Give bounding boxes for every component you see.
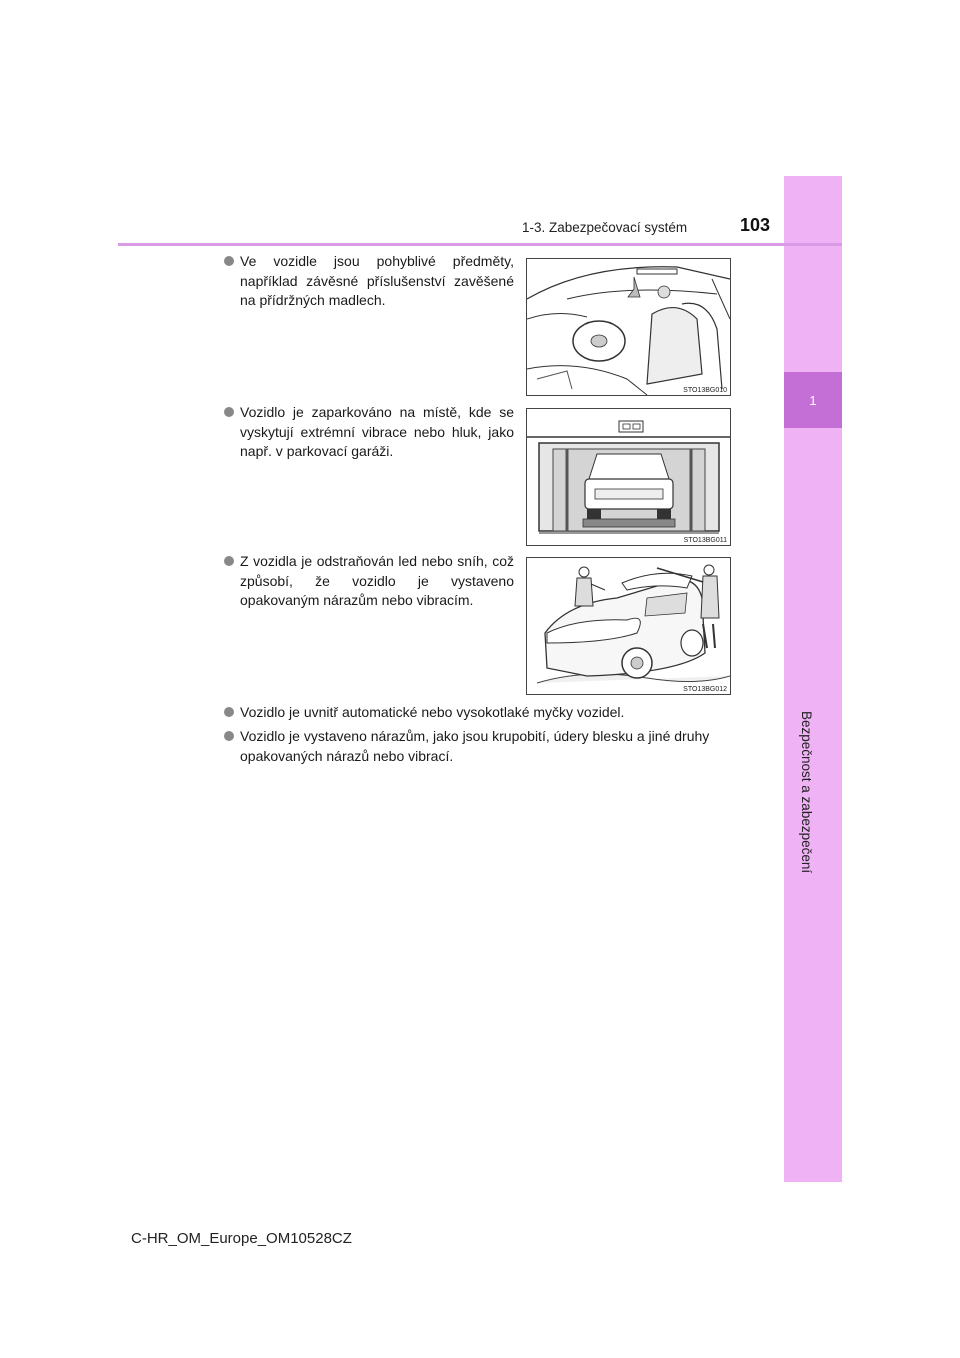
figure-code: STO13BG012 xyxy=(683,686,727,693)
chapter-title: Bezpečnost a zabezpečení xyxy=(799,710,814,874)
list-item-text: Vozidlo je vystaveno nárazům, jako jsou krupobití, údery blesku a jiné druhy opakovaných nárazů nebo vibrací. xyxy=(240,728,710,764)
figure-code: STO13BG011 xyxy=(683,537,727,544)
page-number: 103 xyxy=(740,215,771,235)
bullet-icon xyxy=(224,407,234,417)
bullet-icon xyxy=(224,556,234,566)
snow-removal-illustration xyxy=(527,558,730,694)
list-item xyxy=(224,727,759,766)
list-item xyxy=(224,552,514,611)
car-interior-illustration xyxy=(527,259,730,395)
list-item xyxy=(224,403,514,462)
section-title: 1-3. Zabezpečovací systém xyxy=(522,220,688,235)
figure-code: STO13BG010 xyxy=(683,387,727,394)
bullet-icon xyxy=(224,256,234,266)
parking-garage-illustration xyxy=(527,409,730,545)
document-id: C-HR_OM_Europe_OM10528CZ xyxy=(131,1230,352,1247)
chapter-side-tab xyxy=(784,176,842,1182)
figure-interior xyxy=(526,258,731,396)
list-item-text: Z vozidla je odstraňován led nebo sníh, což způsobí, že vozidlo je vystaveno opakovaným nárazům nebo vibracím. xyxy=(240,553,514,608)
chapter-number[interactable]: 1 xyxy=(809,392,817,408)
bullet-icon xyxy=(224,707,234,717)
header-divider xyxy=(118,243,842,246)
figure-garage xyxy=(526,408,731,546)
list-item xyxy=(224,703,749,723)
list-item-text: Ve vozidle jsou pohyblivé předměty, například závěsné příslušenství zavěšené na přídržných madlech. xyxy=(240,253,514,308)
figure-snow xyxy=(526,557,731,695)
bullet-icon xyxy=(224,731,234,741)
list-item-text: Vozidlo je zaparkováno na místě, kde se vyskytují extrémní vibrace nebo hluk, jako např. v parkovací garáži. xyxy=(240,404,514,459)
list-item xyxy=(224,252,514,311)
list-item-text: Vozidlo je uvnitř automatické nebo vysokotlaké myčky vozidel. xyxy=(240,704,625,720)
